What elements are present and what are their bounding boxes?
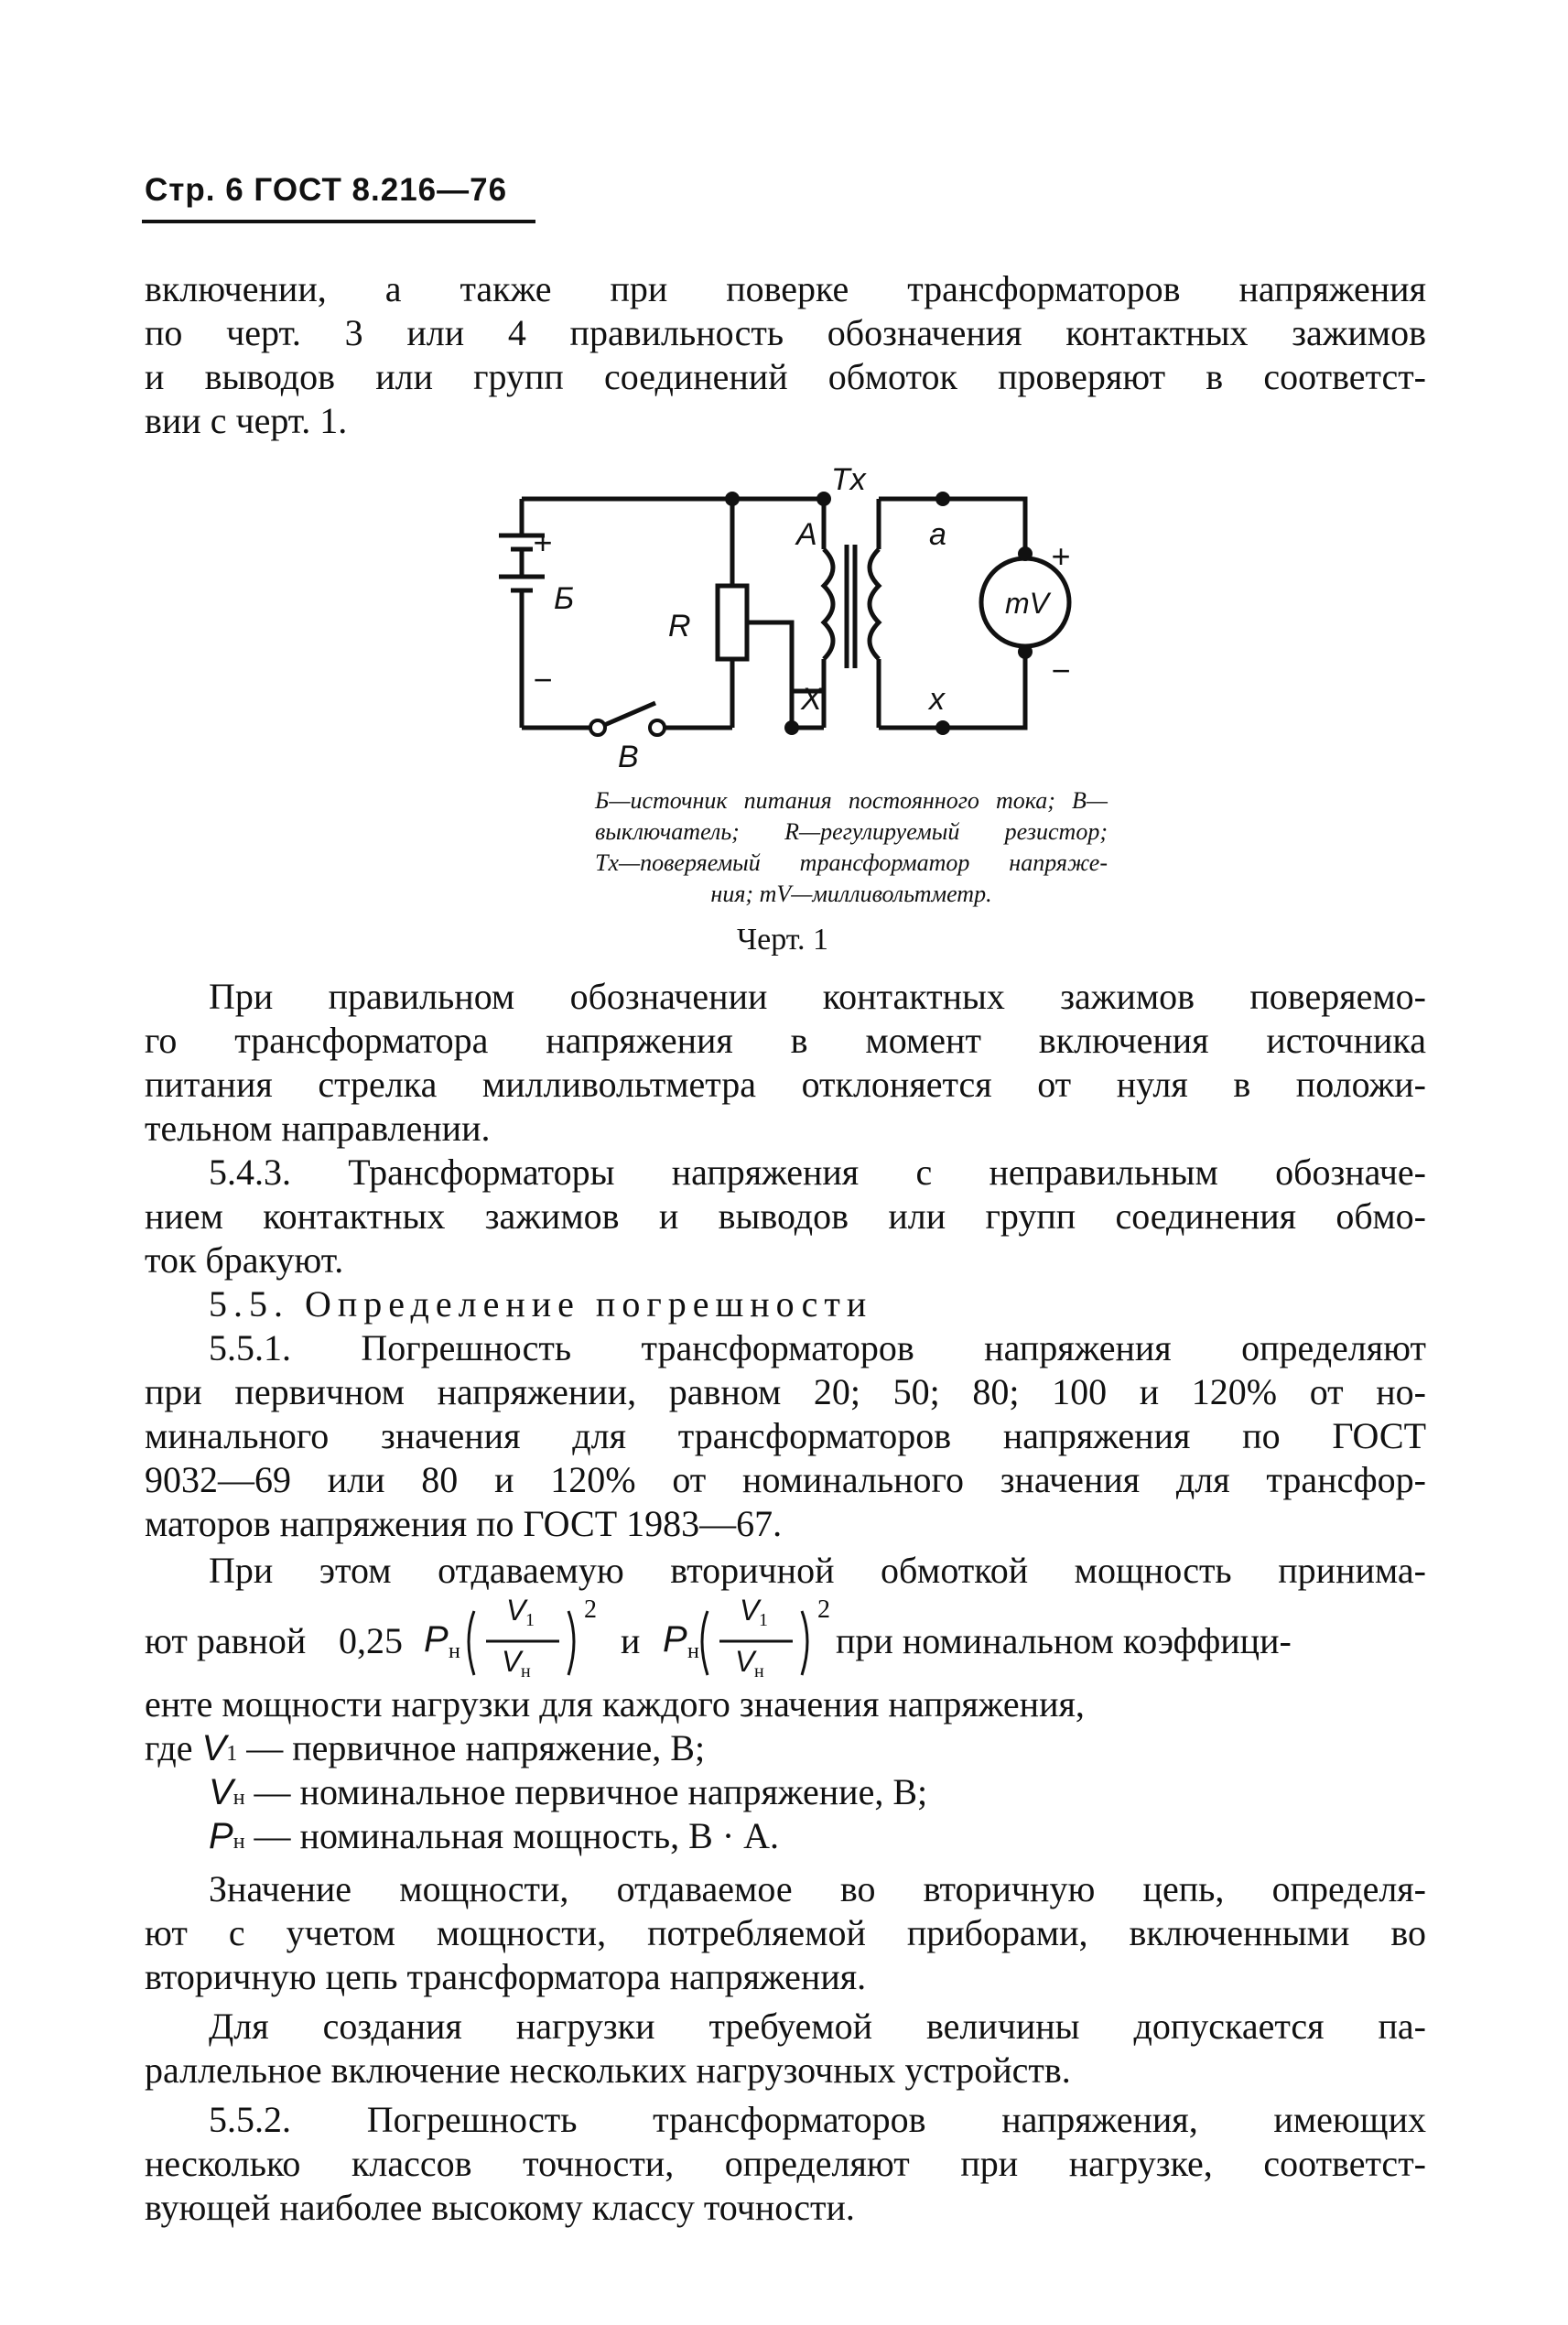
para6-line: вторичную цепь трансформатора напряжения.: [145, 1956, 867, 1997]
para8-line: 5.5.2. Погрешность трансформаторов напряжения, имеющих: [209, 2099, 1426, 2140]
circuit-diagram: [476, 458, 1135, 769]
para4-line: 9032—69 или 80 и 120% от номинального значения для трансфор-: [145, 1459, 1426, 1500]
label-A: A: [796, 517, 817, 552]
page-header: Стр. 6 ГОСТ 8.216—76: [145, 172, 508, 208]
para4-line: 5.5.1. Погрешность трансформаторов напряжения определяют: [209, 1327, 1426, 1368]
battery-plus: +: [533, 524, 553, 561]
para3-line: 5.4.3. Трансформаторы напряжения с неправильным обозначе-: [209, 1152, 1426, 1193]
para3-line: нием контактных зажимов и выводов или групп соединения обмо-: [145, 1195, 1426, 1237]
caption-line: Б—источник питания постоянного тока; В—: [595, 787, 1108, 814]
def-row: где V1 — первичное напряжение, В;: [145, 1727, 706, 1768]
meter-minus: −: [1051, 652, 1071, 689]
label-tx: Tx: [831, 462, 866, 497]
figure-title: Черт. 1: [737, 923, 829, 957]
para1-line: включении, а также при поверке трансформаторов напряжения: [145, 268, 1426, 309]
label-x: x: [929, 682, 945, 717]
meter-plus: +: [1051, 537, 1071, 575]
para8-line: несколько классов точности, определяют при нагрузке, соответст-: [145, 2143, 1426, 2184]
label-mV: mV: [1005, 587, 1049, 620]
para5-line: При этом отдаваемую вторичной обмоткой мощность принима-: [209, 1550, 1426, 1591]
para4-line: маторов напряжения по ГОСТ 1983—67.: [145, 1503, 783, 1544]
header-rule: [142, 220, 535, 223]
para6-line: Значение мощности, отдаваемое во вторичную цепь, определя-: [209, 1868, 1426, 1909]
para5-line: енте мощности нагрузки для каждого значения напряжения,: [145, 1683, 1085, 1725]
para3-line: ток бракуют.: [145, 1239, 344, 1281]
para7-line: раллельное включение нескольких нагрузочных устройств.: [145, 2049, 1071, 2091]
formula-lead: ют равной: [145, 1620, 307, 1661]
formula-tail: при номинальном коэффици-: [836, 1620, 1292, 1661]
battery-minus: −: [533, 661, 553, 698]
label-R: R: [668, 609, 691, 643]
section-title: 5.5. Определение погрешности: [209, 1283, 873, 1325]
def-row: Vн — номинальное первичное напряжение, В;: [209, 1771, 928, 1812]
caption-line: Tx—поверяемый трансформатор напряже-: [595, 849, 1108, 876]
label-a: a: [929, 517, 946, 552]
caption-line: выключатель; R—регулируемый резистор;: [595, 818, 1108, 845]
para2-line: питания стрелка милливольтметра отклоняется от нуля в положи-: [145, 1064, 1426, 1105]
label-X: X: [801, 682, 822, 717]
def-row: Pн — номинальная мощность, В · А.: [209, 1815, 780, 1856]
para7-line: Для создания нагрузки требуемой величины допускается па-: [209, 2006, 1426, 2047]
formula-P: P: [424, 1619, 449, 1660]
para2-line: При правильном обозначении контактных зажимов поверяемо-: [209, 976, 1426, 1017]
para4-line: минального значения для трансформаторов напряжения по ГОСТ: [145, 1415, 1426, 1456]
para1-line: вии с черт. 1.: [145, 400, 348, 441]
formula-sub: н: [449, 1639, 460, 1663]
para4-line: при первичном напряжении, равном 20; 50; 80; 100 и 120% от но-: [145, 1371, 1426, 1412]
para6-line: ют с учетом мощности, потребляемой приборами, включенными во: [145, 1912, 1426, 1953]
para1-line: и выводов или групп соединений обмоток проверяют в соответст-: [145, 356, 1426, 397]
para8-line: вующей наиболее высокому классу точности.: [145, 2187, 855, 2228]
switch-blade: [602, 703, 655, 726]
caption-line: ния; mV—милливольтметр.: [710, 881, 992, 907]
para1-line: по черт. 3 или 4 правильность обозначения контактных зажимов: [145, 312, 1426, 353]
formula-coef: 0,25: [339, 1620, 403, 1661]
label-switch: В: [618, 740, 639, 769]
resistor-body: [718, 586, 747, 659]
formula-line: ют равной 0,25 P н V 1 V н 2 и P н V 1 V н 2 при номинальном коэффици-: [145, 1594, 1292, 1682]
para2-line: тельном направлении.: [145, 1108, 491, 1149]
para2-line: го трансформатора напряжения в момент включения источника: [145, 1020, 1426, 1061]
label-battery: Б: [554, 581, 575, 616]
